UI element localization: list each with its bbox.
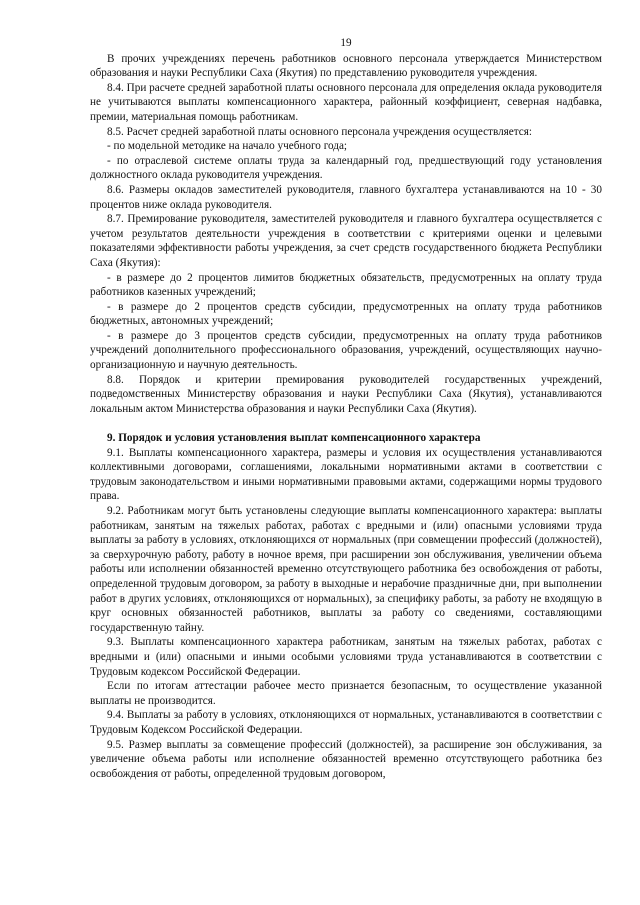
section-heading: 9. Порядок и условия установления выплат компенсационного характера — [107, 432, 481, 445]
paragraph: В прочих учреждениях перечень работников основного персонала утверждается Министерством образования и науки Республики Саха (Якутия) по представлению руководителя учреждения. — [90, 52, 602, 80]
list-item: - в размере до 2 процентов лимитов бюджетных обязательств, предусмотренных на оплату труда работников казенных учреждений; — [90, 271, 602, 299]
list-item: - по модельной методике на начало учебного года; — [107, 140, 348, 153]
page-number: 19 — [340, 37, 352, 49]
paragraph-9-4: 9.4. Выплаты за работу в условиях, отклоняющихся от нормальных, устанавливаются в соответствии с Трудовым Кодексом Российской Федерации. — [90, 709, 602, 736]
list-item: - в размере до 2 процентов средств субсидии, предусмотренных на оплату труда работников бюджетных, автономных учреждений; — [90, 300, 602, 328]
document-page — [90, 36, 602, 781]
list-item: - в размере до 3 процентов средств субсидии, предусмотренных на оплату труда работников учреждений дополнительного профессионального образования, учреждений, осуществляющих научно-организационную и научную деятельность. — [90, 329, 602, 372]
paragraph: Если по итогам аттестации рабочее место признается безопасным, то осуществление указанной выплаты не производится. — [90, 680, 602, 707]
paragraph-8-5: 8.5. Расчет средней заработной платы основного персонала учреждения осуществляется: — [107, 125, 533, 138]
paragraph-9-1: 9.1. Выплаты компенсационного характера, размеры и условия их осуществления устанавливаются коллективными договорами, соглашениями, локальными нормативными актами в соответствии с трудовым законодательством и иными нормативными правовыми актами, содержащими нормы трудового права. — [90, 446, 602, 503]
paragraph-8-4: 8.4. При расчете средней заработной платы основного персонала для определения оклада руководителя не учитываются выплаты компенсационного характера, районный коэффициент, северная надбавка, премии, материальная помощь работникам. — [90, 81, 602, 123]
paragraph-9-2: 9.2. Работникам могут быть установлены следующие выплаты компенсационного характера: выплаты работникам, занятым на тяжелых работах, работах с вредными и (или) опасными условиями труда выплаты за работу в условиях, отклоняющихся от нормальных (при совмещении профессий (должностей), за сверхурочную работу, работу в ночное время, при расширении зон обслуживания, увеличении объема работы или исполнении обязанностей временно отсутствующего работника без освобождения от работы, определенной трудовым договором, за работу в выходные и нерабочие праздничные дни, при выполнении работ в других условиях, отклоняющихся от нормальных), за специфику работы, за работу не входящую в круг основных обязанностей работников, выплаты за работу со сведениями, составляющими государственную тайну. — [90, 505, 602, 634]
list-item: - по отраслевой системе оплаты труда за календарный год, предшествующий году установления должностного оклада руководителя учреждения. — [90, 154, 602, 182]
paragraph-9-3: 9.3. Выплаты компенсационного характера работникам, занятым на тяжелых работах, работах с вредными и (или) опасными и иными особыми условиями труда устанавливаются в соответствии с Трудовым кодексом Российской Федерации. — [90, 636, 602, 678]
paragraph-9-5: 9.5. Размер выплаты за совмещение профессий (должностей), за расширение зон обслуживания, за увеличение объема работы или исполнение обязанностей временно отсутствующего работника без освобождения от работы, определенной трудовым договором, — [90, 738, 602, 780]
paragraph-8-8: 8.8. Порядок и критерии премирования руководителей государственных учреждений, подведомственных Министерству образования и науки Республики Саха (Якутия), устанавливаются локальным актом Министерства образования и науки Республики Саха (Якутия). — [90, 373, 602, 415]
blank-line — [90, 416, 602, 431]
paragraph-8-7: 8.7. Премирование руководителя, заместителей руководителя и главного бухгалтера осуществляется с учетом результатов деятельности учреждения в соответствии с критериями оценки и целевыми показателями эффективности работы учреждения, за счет средств государственного бюджета Республики Саха (Якутия): — [90, 213, 602, 269]
paragraph-8-6: 8.6. Размеры окладов заместителей руководителя, главного бухгалтера устанавливаются на 10 - 30 процентов ниже оклада руководителя. — [90, 183, 602, 211]
